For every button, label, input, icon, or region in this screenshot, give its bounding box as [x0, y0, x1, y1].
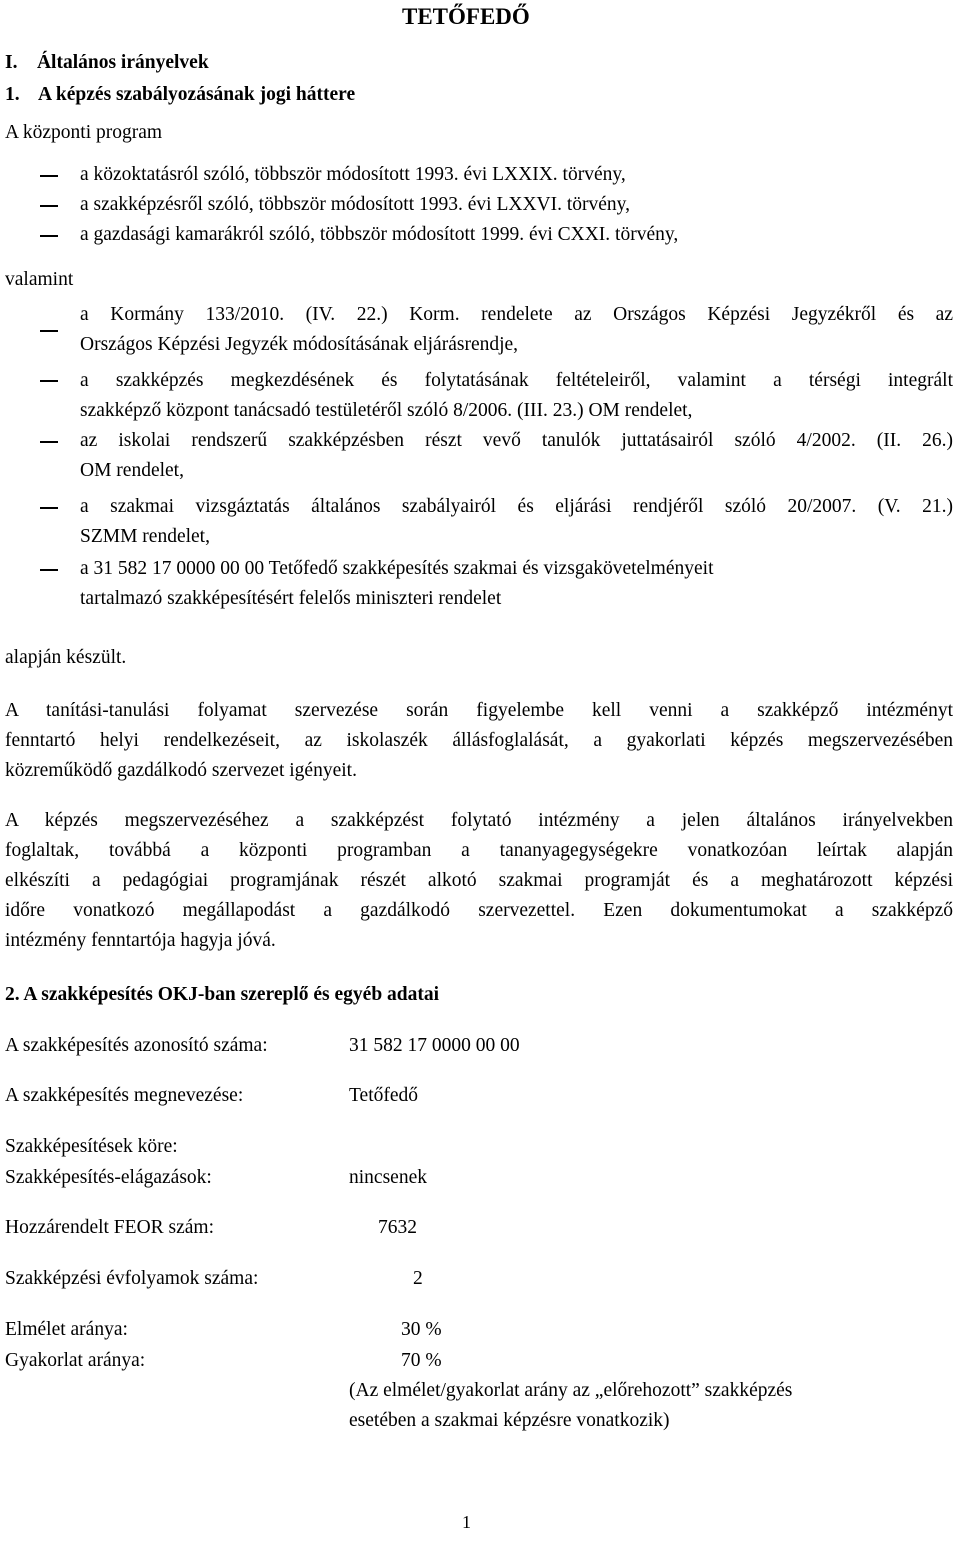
closing-text: alapján készült.: [5, 647, 127, 668]
page-number: 1: [462, 1512, 471, 1532]
page-title: TETŐFEDŐ: [402, 4, 530, 29]
list-dash-icon: [40, 235, 58, 237]
list-dash-icon: [40, 380, 58, 382]
list-item: a Kormány 133/2010. (IV. 22.) Korm. rendelete az Országos Képzési Jegyzékről és az Országos Képzési Jegyzék módosításának eljárásrendje,: [80, 304, 953, 355]
field-value-practice: 70 %: [401, 1350, 442, 1371]
list-dash-icon: [40, 205, 58, 207]
field-label-theory: Elmélet aránya:: [5, 1319, 128, 1340]
list-dash-icon: [40, 175, 58, 177]
list-item: a szakképzés megkezdésének és folytatásának feltételeiről, valamint a térségi integrált szakképző központ tanácsadó testületéről szóló 8/2006. (III. 23.) OM rendelet,: [80, 370, 953, 421]
list-item: a 31 582 17 0000 00 00 Tetőfedő szakképesítés szakmai és vizsgakövetelményeit tartalmazó szakképesítésért felelős miniszteri rendelet: [80, 558, 714, 609]
field-value-theory: 30 %: [401, 1319, 442, 1340]
list-item: az iskolai rendszerű szakképzésben részt vevő tanulók juttatásairól szóló 4/2002. (II. 26.) OM rendelet,: [80, 430, 953, 481]
list-dash-icon: [40, 507, 58, 509]
ratio-note: esetében a szakmai képzésre vonatkozik): [349, 1410, 670, 1431]
field-label-years: Szakképzési évfolyamok száma:: [5, 1268, 259, 1289]
ratio-note: (Az elmélet/gyakorlat arány az „előrehozott” szakképzés: [349, 1380, 793, 1401]
field-value-feor: 7632: [378, 1217, 417, 1238]
field-label-scope: Szakképesítések köre:: [5, 1136, 178, 1157]
field-label-id: A szakképesítés azonosító száma:: [5, 1035, 268, 1056]
subsection-heading-legal-background: 1. A képzés szabályozásának jogi háttere: [5, 84, 356, 105]
list-dash-icon: [40, 441, 58, 443]
paragraph-teaching-process: A tanítási-tanulási folyamat szervezése során figyelembe kell venni a szakképző intézményt fenntartó helyi rendelkezéseit, az iskolaszék állásfoglalását, a gyakorlati képzés megszervezésében közreműködő gazdálkodó szervezet igényeit.: [5, 700, 953, 781]
field-value-name: Tetőfedő: [349, 1085, 419, 1106]
field-label-feor: Hozzárendelt FEOR szám:: [5, 1217, 215, 1238]
paragraph-organisation: A képzés megszervezéséhez a szakképzést folytató intézmény a jelen általános irányelvekben foglaltak, továbbá a központi programban a tananyagegységekre vonatkozóan leírtak alapján elkészíti a pedagógiai programjának részét alkotó szakmai programját és a meghatározott képzési időre vonatkozó megállapodást a gazdálkodó szervezettel. Ezen dokumentumokat a szakképző intézmény fenntartója hagyja jóvá.: [5, 810, 953, 951]
field-label-branches: Szakképesítés-elágazások:: [5, 1167, 212, 1188]
field-value-branches: nincsenek: [349, 1167, 427, 1188]
connector-text: valamint: [5, 269, 74, 290]
list-item: a gazdasági kamarákról szóló, többször módosított 1999. évi CXXI. törvény,: [80, 224, 679, 245]
list-item: a szakmai vizsgáztatás általános szabályairól és eljárási rendjéről szóló 20/2007. (V. 21.) SZMM rendelet,: [80, 496, 953, 547]
subsection-heading-okj-data: 2. A szakképesítés OKJ-ban szereplő és egyéb adatai: [5, 984, 440, 1005]
field-label-practice: Gyakorlat aránya:: [5, 1350, 146, 1371]
list-item: a közoktatásról szóló, többször módosított 1993. évi LXXIX. törvény,: [80, 164, 626, 185]
field-value-years: 2: [413, 1268, 423, 1289]
list-dash-icon: [40, 330, 58, 332]
section-heading-general: I. Általános irányelvek: [5, 52, 209, 73]
field-value-id: 31 582 17 0000 00 00: [349, 1035, 520, 1056]
list-item: a szakképzésről szóló, többször módosított 1993. évi LXXVI. törvény,: [80, 194, 631, 215]
list-dash-icon: [40, 569, 58, 571]
intro-text: A központi program: [5, 122, 163, 143]
field-label-name: A szakképesítés megnevezése:: [5, 1085, 244, 1106]
